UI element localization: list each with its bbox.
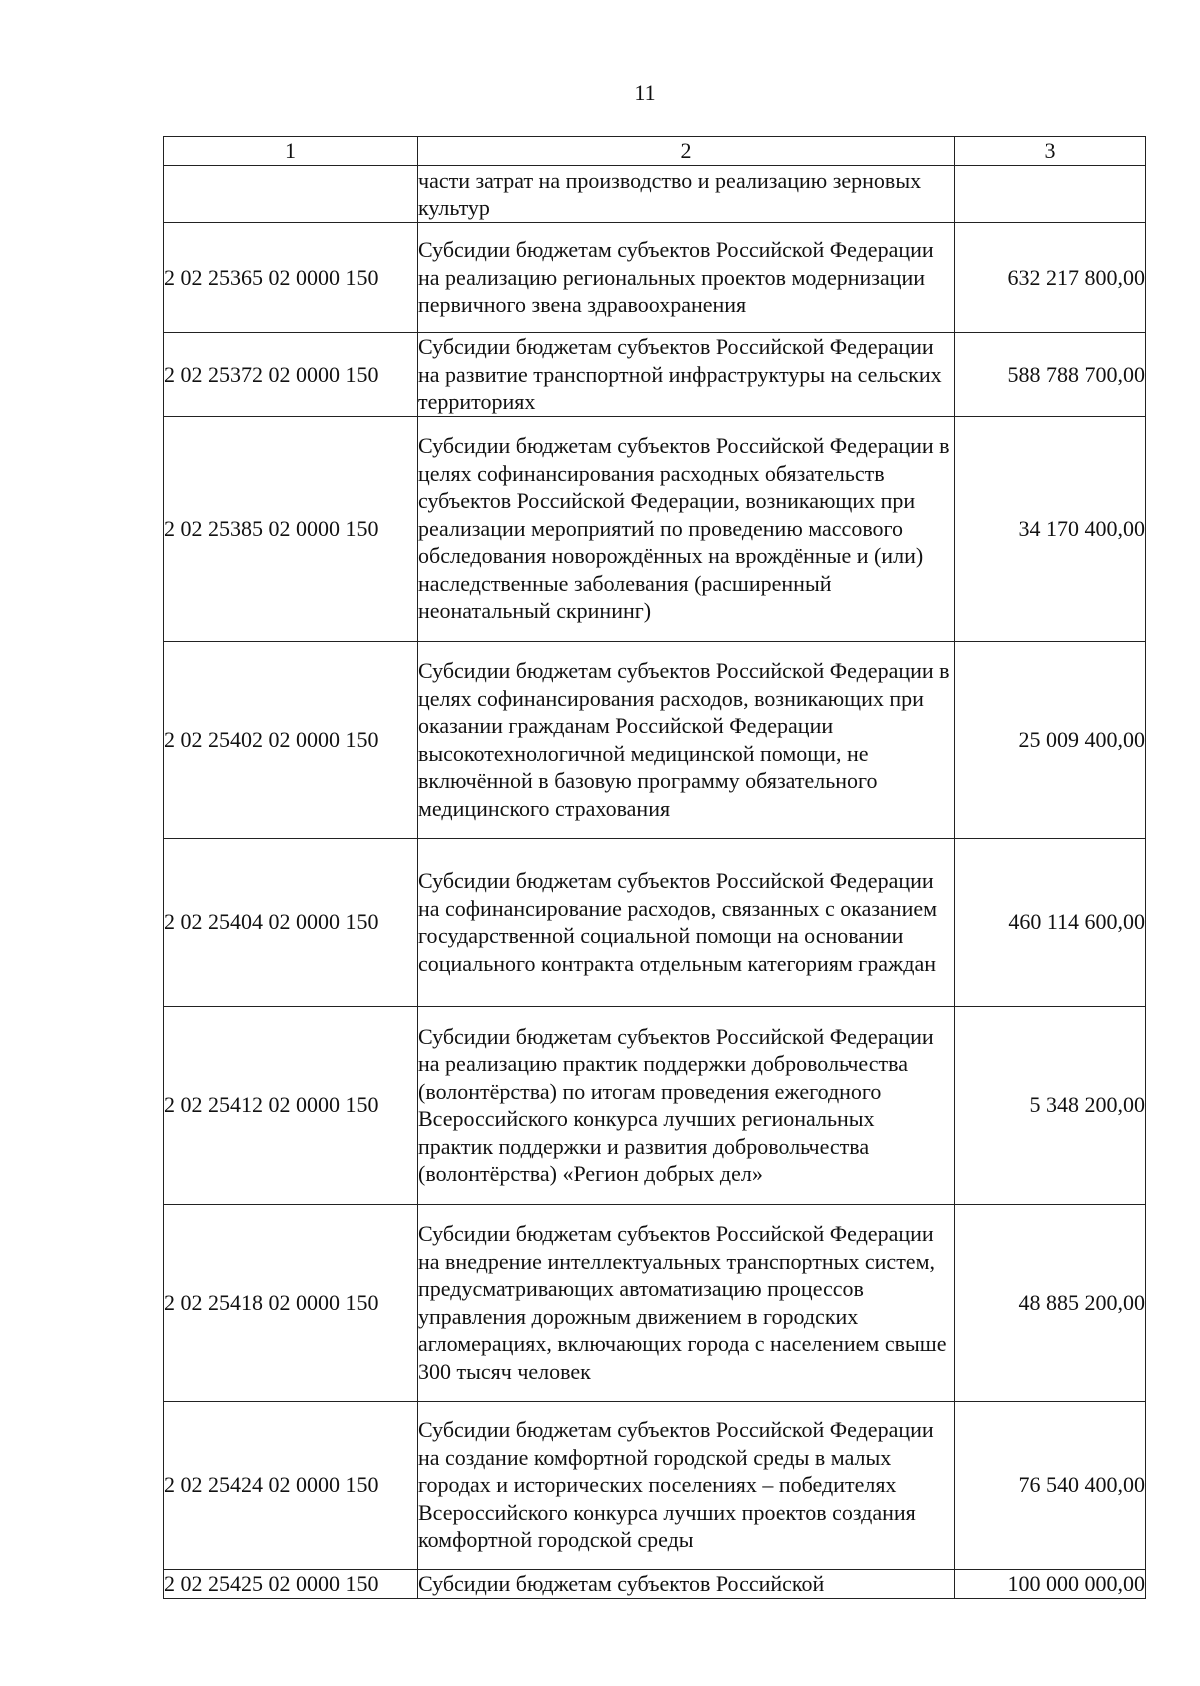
table-row: [164, 1401, 1146, 1569]
table-row: [164, 838, 1146, 1006]
row-code: 2 02 25365 02 0000 150: [164, 223, 418, 333]
row-code: 2 02 25412 02 0000 150: [164, 1006, 418, 1204]
row-code: 2 02 25385 02 0000 150: [164, 416, 418, 641]
row-amount: 588 788 700,00: [955, 333, 1146, 417]
table-row: [164, 223, 1146, 333]
row-amount: 76 540 400,00: [955, 1401, 1146, 1569]
row-code: 2 02 25418 02 0000 150: [164, 1204, 418, 1401]
row-amount: [955, 166, 1146, 223]
row-amount: 48 885 200,00: [955, 1204, 1146, 1401]
table-row: [164, 1569, 1146, 1598]
row-code: 2 02 25404 02 0000 150: [164, 838, 418, 1006]
row-description: Субсидии бюджетам субъектов Российской Федерации в целях софинансирования расходных обязательств субъектов Российской Федерации, возникающих при реализации мероприятий по проведению массового обследования новорождённых на врождённые и (или) наследственные заболевания (расширенный неонатальный скрининг): [418, 416, 955, 641]
row-description: Субсидии бюджетам субъектов Российской Федерации на реализацию региональных проектов модернизации первичного звена здравоохранения: [418, 223, 955, 333]
row-description: Субсидии бюджетам субъектов Российской Федерации на софинансирование расходов, связанных с оказанием государственной социальной помощи на основании социального контракта отдельным категориям граждан: [418, 838, 955, 1006]
row-amount: 100 000 000,00: [955, 1569, 1146, 1598]
row-code: [164, 166, 418, 223]
row-amount: 460 114 600,00: [955, 838, 1146, 1006]
row-amount: 632 217 800,00: [955, 223, 1146, 333]
column-header-code: 1: [164, 137, 418, 166]
column-header-amount: 3: [955, 137, 1146, 166]
row-amount: 34 170 400,00: [955, 416, 1146, 641]
row-code: 2 02 25402 02 0000 150: [164, 641, 418, 838]
row-description: части затрат на производство и реализацию зерновых культур: [418, 166, 955, 223]
table-row: [164, 1204, 1146, 1401]
budget-table: [163, 136, 1146, 1599]
page-number: 11: [634, 80, 656, 105]
row-amount: 25 009 400,00: [955, 641, 1146, 838]
table-row: [164, 641, 1146, 838]
table-row: [164, 166, 1146, 223]
row-code: 2 02 25425 02 0000 150: [164, 1569, 418, 1598]
row-description: Субсидии бюджетам субъектов Российской Федерации на создание комфортной городской среды в малых городах и исторических поселениях – победителях Всероссийского конкурса лучших проектов создания комфортной городской среды: [418, 1401, 955, 1569]
row-description: Субсидии бюджетам субъектов Российской: [418, 1569, 955, 1598]
row-description: Субсидии бюджетам субъектов Российской Федерации на развитие транспортной инфраструктуры на сельских территориях: [418, 333, 955, 417]
table-row: [164, 1006, 1146, 1204]
row-description: Субсидии бюджетам субъектов Российской Федерации на внедрение интеллектуальных транспортных систем, предусматривающих автоматизацию процессов управления дорожным движением в городских агломерациях, включающих города с населением свыше 300 тысяч человек: [418, 1204, 955, 1401]
row-amount: 5 348 200,00: [955, 1006, 1146, 1204]
column-header-description: 2: [418, 137, 955, 166]
table-header-row: [164, 137, 1146, 166]
table-row: [164, 416, 1146, 641]
row-description: Субсидии бюджетам субъектов Российской Федерации на реализацию практик поддержки добровольчества (волонтёрства) по итогам проведения ежегодного Всероссийского конкурса лучших региональных практик поддержки и развития добровольчества (волонтёрства) «Регион добрых дел»: [418, 1006, 955, 1204]
row-description: Субсидии бюджетам субъектов Российской Федерации в целях софинансирования расходов, возникающих при оказании гражданам Российской Федерации высокотехнологичной медицинской помощи, не включённой в базовую программу обязательного медицинского страхования: [418, 641, 955, 838]
row-code: 2 02 25372 02 0000 150: [164, 333, 418, 417]
row-code: 2 02 25424 02 0000 150: [164, 1401, 418, 1569]
table-row: [164, 333, 1146, 417]
